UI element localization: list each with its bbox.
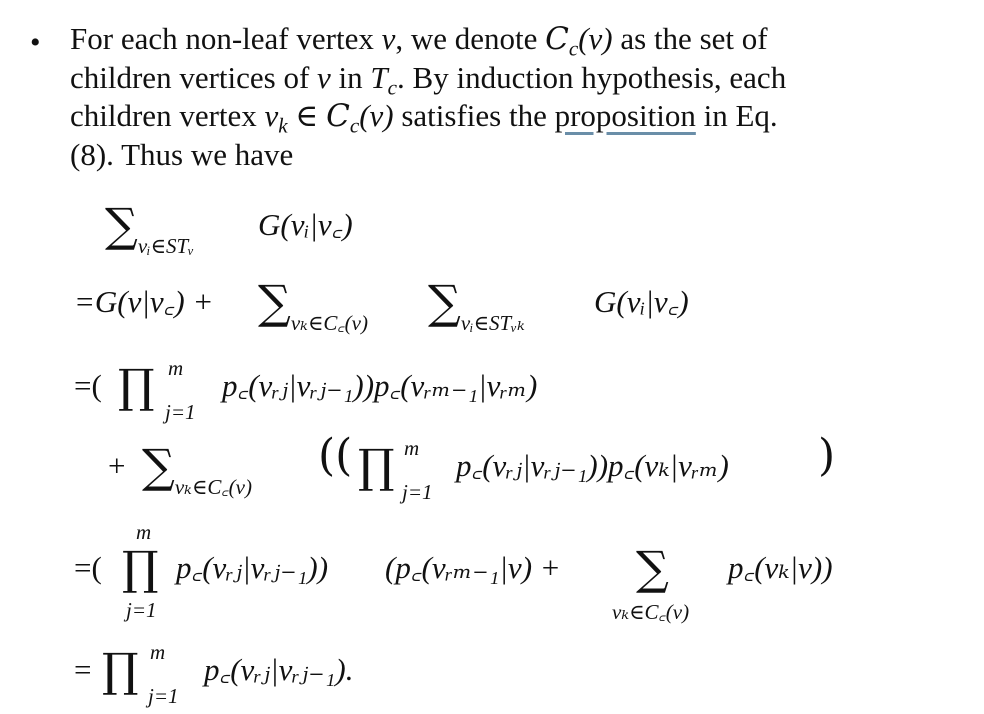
equation-term: p꜀(vᵣⱼ|vᵣⱼ₋₁))p꜀(vₖ|vᵣₘ) [456,448,729,483]
math-subscript: c [349,113,360,138]
text-run: in [330,59,371,95]
equation-term: p꜀(vᵣⱼ|vᵣⱼ₋₁)) [176,550,329,585]
equation-term: ) [818,430,836,481]
sum-subscript: vᵢ∈STᵥₖ [460,311,525,335]
text-run: For each non-leaf vertex [70,21,382,56]
math-var: v [381,21,396,56]
sum-symbol: ∑ [142,439,175,493]
product-operator [118,359,155,413]
proposition-link[interactable]: proposition [554,98,696,133]
math-var: T [370,59,388,95]
equation-term: p꜀(vᵣⱼ|vᵣⱼ₋₁). [204,652,354,687]
math-subscript: c [568,36,579,61]
text-run: as the set of [612,21,768,56]
sum-operator [428,275,525,341]
math-symbol: ∈ [287,98,327,133]
product-superscript: m [168,356,184,380]
paragraph-line-3 [70,97,950,136]
product-symbol: ∏ [118,359,155,413]
sum-subscript: vₖ∈C꜀(v) [290,311,368,335]
sum-subscript: vₖ∈C꜀(v) [612,600,690,624]
text-run: in Eq. [695,98,778,133]
equation-term: = [74,652,92,687]
product-subscript: j=1 [126,598,157,622]
math-subscript: k [278,113,288,138]
equation-term: p꜀(vₖ|v)) [728,550,833,585]
product-superscript: m [404,436,420,460]
product-superscript: m [136,520,152,544]
equation-term: (( [318,430,353,481]
equation-term: =G(v|v꜀) + [74,284,214,319]
sum-operator [258,275,368,341]
sum-operator [636,541,669,595]
sum-symbol: ∑ [258,275,291,329]
equation-term: (p꜀(vᵣₘ₋₁|v) + [385,550,561,585]
product-symbol: ∏ [122,541,159,595]
sum-subscript: vₖ∈C꜀(v) [174,475,252,499]
equation-term: =( [74,550,102,585]
sum-subscript: vᵢ∈STᵥ [137,234,195,258]
paragraph-text [70,20,950,174]
product-operator [358,439,395,493]
equation-term: p꜀(vᵣⱼ|vᵣⱼ₋₁))p꜀(vᵣₘ₋₁|vᵣₘ) [222,368,538,403]
sum-symbol: ∑ [636,541,669,595]
product-subscript: j=1 [148,684,179,708]
math-arg: (v) [578,21,613,56]
equation-term: G(vᵢ|v꜀) [594,284,689,319]
math-subscript: c [387,74,398,99]
math-calligraphic: C [545,21,569,57]
product-superscript: m [150,640,166,664]
text-run: children vertex [70,98,265,133]
math-arg: (v) [359,98,394,133]
sum-symbol: ∑ [428,275,461,329]
paragraph-line-4: (8). Thus we have [70,136,294,172]
list-bullet: • [30,26,41,59]
product-subscript: j=1 [402,480,433,504]
text-run: . By induction hypothesis, each [397,59,787,95]
text-run: satisfies the [393,98,555,133]
text-run: children vertices of [70,59,318,95]
equation-term: + [108,448,126,483]
product-subscript: j=1 [165,400,196,424]
math-var: v [317,59,331,95]
paragraph-line-1 [70,20,950,59]
equation-term: =( [74,368,102,403]
product-operator [122,541,159,595]
math-calligraphic: C [326,98,350,134]
product-symbol: ∏ [102,643,139,697]
sum-symbol: ∑ [105,198,138,252]
text-run: , we denote [395,21,546,56]
equation-term: G(vᵢ|v꜀) [258,207,353,242]
math-var: v [264,98,279,133]
sum-operator [142,439,252,505]
product-symbol: ∏ [358,439,395,493]
product-operator [102,643,139,697]
paragraph-line-2 [70,59,950,98]
sum-operator [105,198,195,264]
